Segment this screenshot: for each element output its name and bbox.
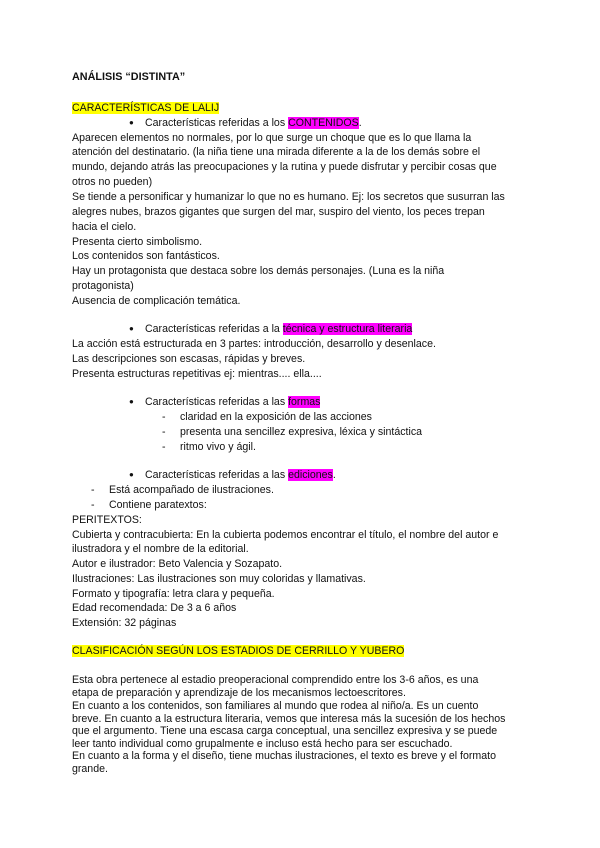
formas-item: claridad en la exposición de las acciones — [180, 411, 372, 423]
clasificacion-line: grande. — [72, 763, 108, 775]
formas-item: ritmo vivo y ágil. — [180, 441, 256, 453]
clasificacion-line: breve. En cuanto a la estructura literaria, vemos que interesa más la sucesión de los hechos — [72, 713, 506, 725]
tecnica-line: Presenta estructuras repetitivas ej: mientras.... ella.... — [72, 368, 322, 380]
clasificacion-line: leer tanto individual como grupalmente e incluso está hecho para ser escuchado. — [72, 738, 453, 750]
contenidos-bullet — [145, 116, 362, 130]
ediciones-suffix: . — [332, 469, 336, 481]
tecnica-line: Las descripciones son escasas, rápidas y breves. — [72, 353, 306, 365]
section-heading-clasificacion — [72, 644, 404, 658]
contenidos-highlight: CONTENIDOS — [288, 117, 359, 129]
clasificacion-line: En cuanto a la forma y el diseño, tiene muchas ilustraciones, el texto es breve y el formato — [72, 750, 496, 762]
ediciones-line: Autor e ilustrador: Beto Valencia y Sozapato. — [72, 558, 283, 570]
contenidos-line: otros no pueden) — [72, 176, 153, 188]
dash-icon: - — [162, 441, 166, 453]
tecnica-bullet — [145, 322, 412, 336]
bullet-icon: ● — [129, 470, 134, 479]
section-heading-lalij-text: CARACTERÍSTICAS DE LALIJ — [72, 102, 220, 114]
bullet-icon: ● — [129, 324, 134, 333]
contenidos-line: Se tiende a personificar y humanizar lo que no es humano. Ej: los secretos que susurran las — [72, 191, 505, 203]
contenidos-line: Ausencia de complicación temática. — [72, 295, 241, 307]
ediciones-line: Formato y tipografía: letra clara y pequeña. — [72, 588, 275, 600]
ediciones-item: Está acompañado de ilustraciones. — [109, 484, 274, 496]
section-heading-clasificacion-text: CLASIFICACIÓN SEGÚN LOS ESTADIOS DE CERRILLO Y YUBERO — [72, 645, 405, 657]
ediciones-bullet — [145, 468, 336, 482]
ediciones-line: Cubierta y contracubierta: En la cubierta podemos encontrar el título, el nombre del autor e — [72, 529, 499, 541]
contenidos-line: hacia el cielo. — [72, 221, 137, 233]
formas-highlight: formas — [288, 396, 321, 408]
contenidos-line: Los contenidos son fantásticos. — [72, 250, 220, 262]
contenidos-line: Presenta cierto simbolismo. — [72, 236, 203, 248]
contenidos-line: atención del destinatario. (la niña tiene una mirada diferente a la de los demás sobre el — [72, 146, 481, 158]
clasificacion-line: Esta obra pertenece al estadio preoperacional comprendido entre los 3-6 años, es una — [72, 674, 479, 686]
ediciones-prefix: Características referidas a las — [145, 469, 289, 481]
document-title: ANÁLISIS “DISTINTA” — [72, 71, 186, 83]
ediciones-line: PERITEXTOS: — [72, 514, 142, 526]
tecnica-prefix: Características referidas a la — [145, 323, 283, 335]
tecnica-line: La acción está estructurada en 3 partes: introducción, desarrollo y desenlace. — [72, 338, 436, 350]
contenidos-line: mundo, dejando atrás las preocupaciones y la rutina y puede disfrutar y percibir cosas que — [72, 161, 497, 173]
dash-icon: - — [91, 499, 95, 511]
contenidos-line: Aparecen elementos no normales, por lo que surge un choque que es lo que llama la — [72, 132, 472, 144]
dash-icon: - — [91, 484, 95, 496]
ediciones-item: Contiene paratextos: — [109, 499, 207, 511]
dash-icon: - — [162, 411, 166, 423]
section-heading-lalij — [72, 101, 219, 115]
formas-item: presenta una sencillez expresiva, léxica y sintáctica — [180, 426, 423, 438]
bullet-icon: ● — [129, 397, 134, 406]
contenidos-line: Hay un protagonista que destaca sobre los demás personajes. (Luna es la niña — [72, 265, 445, 277]
bullet-icon: ● — [129, 118, 134, 127]
contenidos-line: protagonista) — [72, 280, 134, 292]
contenidos-prefix: Características referidas a los — [145, 117, 289, 129]
clasificacion-line: etapa de preparación y aprendizaje de los mecanismos lectoescritores. — [72, 687, 406, 699]
formas-prefix: Características referidas a las — [145, 396, 289, 408]
contenidos-line: alegres nubes, brazos gigantes que surgen del mar, suspiro del viento, los peces trepan — [72, 206, 485, 218]
ediciones-line: Edad recomendada: De 3 a 6 años — [72, 602, 237, 614]
ediciones-line: Extensión: 32 páginas — [72, 617, 177, 629]
tecnica-highlight: técnica y estructura literaria — [282, 323, 413, 335]
ediciones-highlight: ediciones — [288, 469, 333, 481]
clasificacion-line: que el argumento. Tiene una escasa carga conceptual, una sencillez expresiva y se puede — [72, 725, 498, 737]
ediciones-line: Ilustraciones: Las ilustraciones son muy coloridas y llamativas. — [72, 573, 366, 585]
clasificacion-line: En cuanto a los contenidos, son familiares al mundo que rodea al niño/a. Es un cuento — [72, 700, 479, 712]
ediciones-line: ilustradora y el nombre de la editorial. — [72, 543, 249, 555]
contenidos-suffix: . — [358, 117, 362, 129]
dash-icon: - — [162, 426, 166, 438]
formas-bullet — [145, 395, 320, 409]
